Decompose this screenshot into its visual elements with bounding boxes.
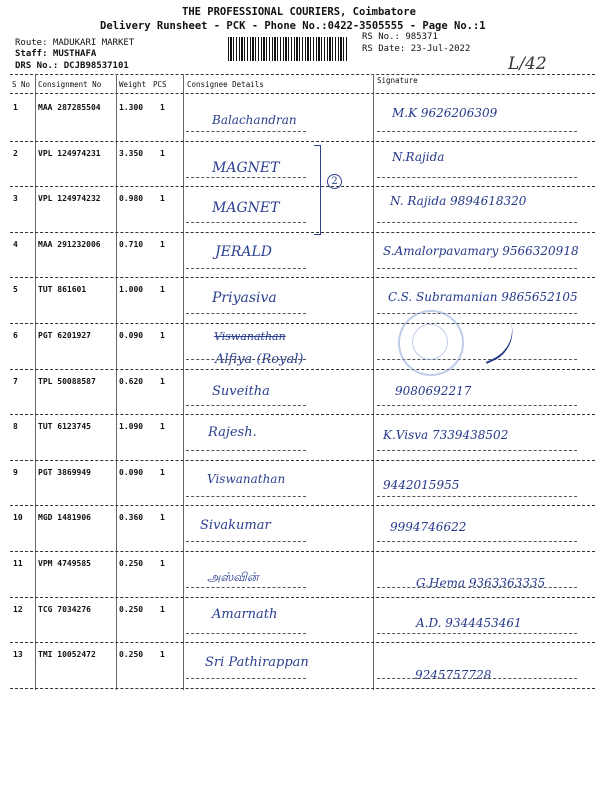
col-header-pcs: PCS bbox=[153, 80, 167, 89]
runsheet-title: Delivery Runsheet - PCK - Phone No.:0422-3505555 - Page No.:1 bbox=[100, 20, 486, 32]
group-mark: 2 bbox=[327, 174, 342, 189]
row-sno: 7 bbox=[13, 376, 18, 386]
row-sno: 13 bbox=[13, 650, 23, 660]
row-consignment-no: PGT 3869949 bbox=[38, 467, 91, 477]
row-sno: 10 bbox=[13, 513, 23, 523]
row-signature: N.Rajida bbox=[392, 150, 445, 164]
company-title: THE PROFESSIONAL COURIERS, Coimbatore bbox=[182, 6, 416, 18]
delivery-stamp bbox=[398, 310, 464, 376]
consignee-underline bbox=[186, 313, 306, 314]
row-signature: G.Hema 9363363335 bbox=[416, 576, 546, 590]
row-weight: 0.090 bbox=[119, 467, 144, 477]
row-sno: 12 bbox=[13, 604, 23, 614]
row-signature: S.Amalorpavamary 9566320918 bbox=[383, 244, 579, 258]
row-sno: 8 bbox=[13, 422, 18, 432]
row-consignment-no: MAA 291232006 bbox=[38, 239, 101, 249]
row-signature: 9080692217 bbox=[395, 384, 472, 398]
row-signature: A.D. 9344453461 bbox=[416, 616, 522, 630]
signature-underline bbox=[377, 496, 577, 497]
row-pcs: 1 bbox=[160, 559, 165, 568]
col-divider bbox=[35, 74, 36, 690]
row-pcs: 1 bbox=[160, 650, 165, 660]
route-label: Route: MADUKARI MARKET bbox=[15, 38, 135, 48]
row-consignment-no: TMI 10052472 bbox=[38, 650, 96, 660]
row-divider bbox=[10, 597, 595, 598]
row-pcs: 1 bbox=[160, 103, 165, 112]
signature-underline bbox=[377, 268, 577, 269]
row-weight: 3.350 bbox=[119, 148, 144, 158]
row-consignee: Amarnath bbox=[212, 607, 278, 622]
consignee-underline bbox=[186, 359, 306, 360]
row-consignee: Sri Pathirappan bbox=[205, 655, 309, 670]
row-consignee: அஸ்வின் bbox=[207, 570, 259, 584]
row-weight: 0.090 bbox=[119, 331, 144, 340]
row-divider bbox=[10, 460, 595, 461]
row-consignee: Balachandran bbox=[212, 113, 297, 127]
col-header-sno: S No bbox=[12, 80, 31, 89]
consignee-underline bbox=[186, 177, 306, 178]
col-header-signature: Signature bbox=[377, 76, 418, 85]
col-divider bbox=[183, 74, 184, 690]
row-divider bbox=[10, 277, 595, 278]
signature-underline bbox=[377, 222, 577, 223]
row-pcs: 1 bbox=[160, 194, 165, 204]
row-divider bbox=[10, 688, 595, 689]
row-pcs: 1 bbox=[160, 285, 165, 295]
row-consignment-no: VPL 124974232 bbox=[38, 194, 101, 204]
row-weight: 0.250 bbox=[119, 604, 144, 614]
row-weight: 0.710 bbox=[119, 239, 144, 249]
row-sno: 9 bbox=[13, 467, 18, 477]
consignee-underline bbox=[186, 131, 306, 132]
row-consignee: MAGNET bbox=[212, 200, 280, 216]
row-divider bbox=[10, 186, 595, 187]
signature-underline bbox=[377, 541, 577, 542]
row-pcs: 1 bbox=[160, 422, 165, 432]
row-consignee: Suveitha bbox=[212, 384, 270, 399]
consignee-underline bbox=[186, 587, 306, 588]
signature-underline bbox=[377, 678, 577, 679]
row-signature: M.K 9626206309 bbox=[392, 106, 498, 120]
row-signature: K.Visva 7339438502 bbox=[383, 428, 509, 442]
row-signature: 9245757728 bbox=[415, 668, 492, 682]
row-weight: 0.980 bbox=[119, 194, 144, 204]
signature-scribble bbox=[473, 318, 523, 364]
row-consignee: MAGNET bbox=[212, 160, 280, 176]
row-consignment-no: TUT 861601 bbox=[38, 285, 87, 295]
signature-underline bbox=[377, 177, 577, 178]
row-divider bbox=[10, 414, 595, 415]
row-divider bbox=[10, 551, 595, 552]
consignee-underline bbox=[186, 405, 306, 406]
signature-underline bbox=[377, 587, 577, 588]
row-divider bbox=[10, 642, 595, 643]
consignee-underline bbox=[186, 541, 306, 542]
consignee-underline bbox=[186, 268, 306, 269]
row-weight: 1.090 bbox=[119, 422, 144, 432]
row-consignment-no: PGT 6201927 bbox=[38, 331, 91, 340]
staff-label: Staff: MUSTHAFA bbox=[15, 49, 97, 59]
row-signature: 9442015955 bbox=[383, 478, 460, 492]
signature-underline bbox=[377, 633, 577, 634]
row-sno: 1 bbox=[13, 103, 18, 112]
consignee-underline bbox=[186, 678, 306, 679]
signature-underline bbox=[377, 450, 577, 451]
row-weight: 1.000 bbox=[119, 285, 144, 295]
row-sno: 4 bbox=[13, 239, 18, 249]
row-pcs: 1 bbox=[160, 513, 165, 523]
rs-date: RS Date: 23-Jul-2022 bbox=[362, 44, 471, 54]
row-consignment-no: TCG 7034276 bbox=[38, 604, 91, 614]
signature-underline bbox=[377, 313, 577, 314]
row-consignee: Sivakumar bbox=[200, 518, 271, 533]
row-consignment-no: MAA 287285504 bbox=[38, 103, 101, 112]
row-weight: 0.250 bbox=[119, 559, 144, 568]
row-consignee: Alfiya (Royal) bbox=[215, 352, 304, 367]
row-pcs: 1 bbox=[160, 239, 165, 249]
signature-underline bbox=[377, 405, 577, 406]
table-top-rule bbox=[10, 74, 595, 75]
row-consignment-no: TUT 6123745 bbox=[38, 422, 91, 432]
col-header-weight: Weight bbox=[119, 80, 147, 89]
row-signature: N. Rajida 9894618320 bbox=[390, 194, 527, 208]
page-handwritten-note: L/42 bbox=[508, 54, 547, 74]
table-header-rule bbox=[10, 93, 595, 94]
row-consignment-no: TPL 50088587 bbox=[38, 376, 96, 386]
row-sno: 3 bbox=[13, 194, 18, 204]
row-consignment-no: VPM 4749585 bbox=[38, 559, 91, 568]
row-pcs: 1 bbox=[160, 376, 165, 386]
row-weight: 0.360 bbox=[119, 513, 144, 523]
col-divider bbox=[373, 74, 374, 690]
row-divider bbox=[10, 141, 595, 142]
group-bracket bbox=[314, 145, 321, 235]
row-consignee: Rajesh. bbox=[208, 425, 257, 440]
row-divider bbox=[10, 369, 595, 370]
consignee-underline bbox=[186, 496, 306, 497]
row-weight: 0.620 bbox=[119, 376, 144, 386]
row-consignment-no: VPL 124974231 bbox=[38, 148, 101, 158]
row-sno: 5 bbox=[13, 285, 18, 295]
row-pcs: 1 bbox=[160, 148, 165, 158]
col-divider bbox=[116, 74, 117, 690]
col-header-consignment: Consignment No bbox=[38, 80, 102, 89]
col-header-consignee: Consignee Details bbox=[187, 80, 264, 89]
row-consignment-no: MGD 1481906 bbox=[38, 513, 91, 523]
consignee-underline bbox=[186, 450, 306, 451]
row-divider bbox=[10, 232, 595, 233]
row-weight: 0.250 bbox=[119, 650, 144, 660]
row-sno: 6 bbox=[13, 331, 18, 340]
barcode-image bbox=[228, 37, 348, 61]
row-pcs: 1 bbox=[160, 467, 165, 477]
row-pcs: 1 bbox=[160, 604, 165, 614]
row-consignee: JERALD bbox=[215, 244, 273, 260]
row-consignee: Viswanathan bbox=[207, 472, 286, 486]
drs-number: DRS No.: DCJB98537101 bbox=[15, 61, 129, 71]
struck-consignee: Viswanathan bbox=[214, 330, 286, 343]
row-pcs: 1 bbox=[160, 331, 165, 340]
consignee-underline bbox=[186, 222, 306, 223]
row-consignee: Priyasiva bbox=[212, 290, 277, 306]
row-divider bbox=[10, 505, 595, 506]
row-signature: C.S. Subramanian 9865652105 bbox=[388, 290, 578, 304]
row-weight: 1.300 bbox=[119, 103, 144, 112]
signature-underline bbox=[377, 131, 577, 132]
row-sno: 11 bbox=[13, 559, 23, 568]
rs-number: RS No.: 985371 bbox=[362, 32, 438, 42]
row-signature: 9994746622 bbox=[390, 520, 467, 534]
consignee-underline bbox=[186, 633, 306, 634]
row-sno: 2 bbox=[13, 148, 18, 158]
